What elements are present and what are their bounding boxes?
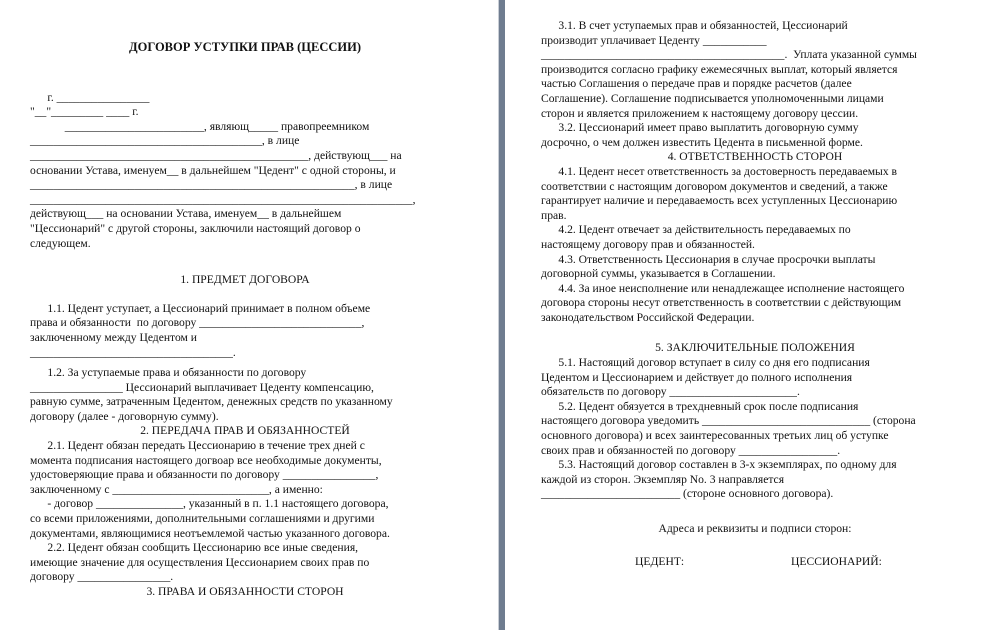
section-2-line: документами, являющимися неотъемлемой частью указанного договора. [30, 526, 390, 540]
section-1-2 [30, 366, 460, 424]
preamble-line: ________________________, являющ_____ правопреемником [30, 119, 370, 133]
section-5-line: основного договора) и всех заинтересованных третьих лиц об уступке [541, 429, 889, 443]
section-1-heading: 1. ПРЕДМЕТ ДОГОВОРА [180, 273, 310, 287]
document-title: ДОГОВОР УСТУПКИ ПРАВ (ЦЕССИИ) [129, 40, 361, 54]
section-3-line: Соглашение). Соглашение подписывается уполномоченными лицами [541, 91, 884, 105]
section-5-line: настоящего договора уведомить _____________________________ (сторона [541, 414, 916, 428]
section-2-line: 2.2. Цедент обязан сообщить Цессионарию все иные сведения, [30, 541, 359, 555]
section-4-line: 4.2. Цедент отвечает за действительность передаваемых по [541, 223, 851, 237]
preamble-line: ________________________________________________________, в лице [30, 178, 393, 192]
section-1-2-line: 1.2. За уступаемые права и обязанности по договору [30, 366, 307, 380]
section-3-body [541, 19, 969, 150]
section-5-body [541, 356, 969, 502]
section-5-line: Цедентом и Цессионарием и действует до полного исполнения [541, 370, 853, 384]
section-3-line: производит уплачивает Цеденту ___________ [541, 33, 767, 47]
section-4-line: 4.3. Ответственность Цессионария в случае просрочки выплаты [541, 252, 876, 266]
section-4-line: договора стороны несут ответственность в соответствии с действующим [541, 296, 902, 310]
preamble [30, 91, 460, 252]
section-3-line: досрочно, о чем должен известить Цедента в письменной форме. [541, 135, 863, 149]
section-3-line: 3.2. Цессионарий имеет право выплатить договорную сумму [541, 121, 859, 135]
section-5-line: обязательств по договору ______________________. [541, 385, 800, 399]
section-3-line: __________________________________________. Уплата указанной суммы [541, 48, 917, 62]
section-2-line: со всеми приложениями, дополнительными соглашениями и другими [30, 512, 375, 526]
section-1-2-line: ________________ Цессионарий выплачивает Цеденту компенсацию, [30, 380, 374, 394]
section-1-line: права и обязанности по договору ____________________________, [30, 316, 365, 330]
section-5-line: 5.2. Цедент обязуется в трехдневный срок после подписания [541, 399, 859, 413]
section-1-line: ___________________________________. [30, 345, 236, 359]
section-5-heading: 5. ЗАКЛЮЧИТЕЛЬНЫЕ ПОЛОЖЕНИЯ [655, 341, 855, 355]
addresses-heading: Адреса и реквизиты и подписи сторон: [658, 522, 852, 535]
section-3-line: 3.1. В счет уступаемых прав и обязанностей, Цессионарий [541, 19, 848, 32]
section-4-line: законодательством Российской Федерации. [541, 310, 755, 324]
section-4-body [541, 165, 969, 326]
preamble-line: "__"_________ ____ г. [30, 105, 139, 119]
section-1-2-line: договору (далее - договорную сумму). [30, 409, 219, 423]
cessionary-label: ЦЕССИОНАРИЙ: [791, 554, 882, 568]
section-5-line: 5.3. Настоящий договор составлен в 3-х экземплярах, по одному для [541, 458, 897, 472]
cedent-label: ЦЕДЕНТ: [635, 554, 685, 568]
preamble-line: ________________________________________, в лице [30, 134, 300, 148]
section-4-line: 4.4. За иное неисполнение или ненадлежащее исполнение настоящего [541, 281, 905, 295]
section-4-line: 4.1. Цедент несет ответственность за достоверность передаваемых в [541, 164, 898, 178]
section-3-line: производится согласно графику ежемесячных выплат, который является [541, 62, 898, 76]
signature-labels [541, 555, 969, 571]
section-2-line: момента подписания настоящего догвоар все необходимые документы, [30, 453, 382, 467]
section-1-2-line: равную сумме, затраченным Цедентом, денежных средств по указанному [30, 395, 393, 409]
section-2-line: заключенному с ___________________________, а именно: [30, 482, 323, 496]
section-2-line: 2.1. Цедент обязан передать Цессионарию в течение трех дней с [30, 439, 365, 453]
preamble-line: основании Устава, именуем__ в дальнейшем "Цедент" с одной стороны, и [30, 163, 396, 177]
document-page-right [505, 0, 1007, 630]
section-4-line: соответствии с настоящим договором документов и сведений, а также [541, 179, 888, 193]
section-2-line: - договор _______________, указанный в п. 1.1 настоящего договора, [30, 497, 389, 511]
section-1-1 [30, 302, 460, 360]
section-1-line: заключенному между Цедентом и [30, 330, 197, 344]
preamble-line: "Цессионарий" с другой стороны, заключили настоящий договор о [30, 221, 361, 235]
section-3-heading: 3. ПРАВА И ОБЯЗАННОСТИ СТОРОН [146, 585, 344, 598]
section-5-line: ________________________ (стороне основного договора). [541, 487, 834, 501]
section-4-line: настоящему договору прав и обязанностей. [541, 237, 755, 251]
section-4-line: гарантирует наличие и передаваемость всех уступленных Цессионарию [541, 194, 898, 208]
section-4-line: прав. [541, 208, 567, 222]
section-2-heading: 2. ПЕРЕДАЧА ПРАВ И ОБЯЗАННОСТЕЙ [140, 424, 350, 438]
section-5-line: 5.1. Настоящий договор вступает в силу со дня его подписания [541, 356, 870, 370]
section-3-line: сторон и является приложением к настоящему договору цессии. [541, 106, 859, 120]
section-5-line: своих прав и обязанностей по договору _________________. [541, 443, 841, 457]
section-5-line: каждой из сторон. Экземпляр No. 3 направляется [541, 472, 785, 486]
section-2-line: имеющие значение для осуществления Цессионарием своих прав по [30, 555, 370, 569]
section-3-line: частью Соглашения о передаче прав и порядке расчетов (далее [541, 77, 852, 91]
section-2-line: договору ________________. [30, 570, 174, 584]
preamble-line: г. ________________ [30, 90, 150, 104]
section-4-line: договорной суммы, указывается в Соглашении. [541, 267, 776, 281]
preamble-line: __________________________________________________________________, [30, 192, 416, 206]
preamble-line: ________________________________________________, действующ___ на [30, 148, 402, 162]
document-page-left [0, 0, 500, 630]
section-4-heading: 4. ОТВЕТСТВЕННОСТЬ СТОРОН [667, 150, 843, 164]
preamble-line: следующем. [30, 236, 91, 250]
section-1-line: 1.1. Цедент уступает, а Цессионарий принимает в полном объеме [30, 301, 371, 315]
section-2-body [30, 439, 460, 585]
preamble-line: действующ___ на основании Устава, именуем__ в дальнейшем [30, 207, 342, 221]
section-2-line: удостоверяющие права и обязанности по договору ________________, [30, 468, 379, 482]
